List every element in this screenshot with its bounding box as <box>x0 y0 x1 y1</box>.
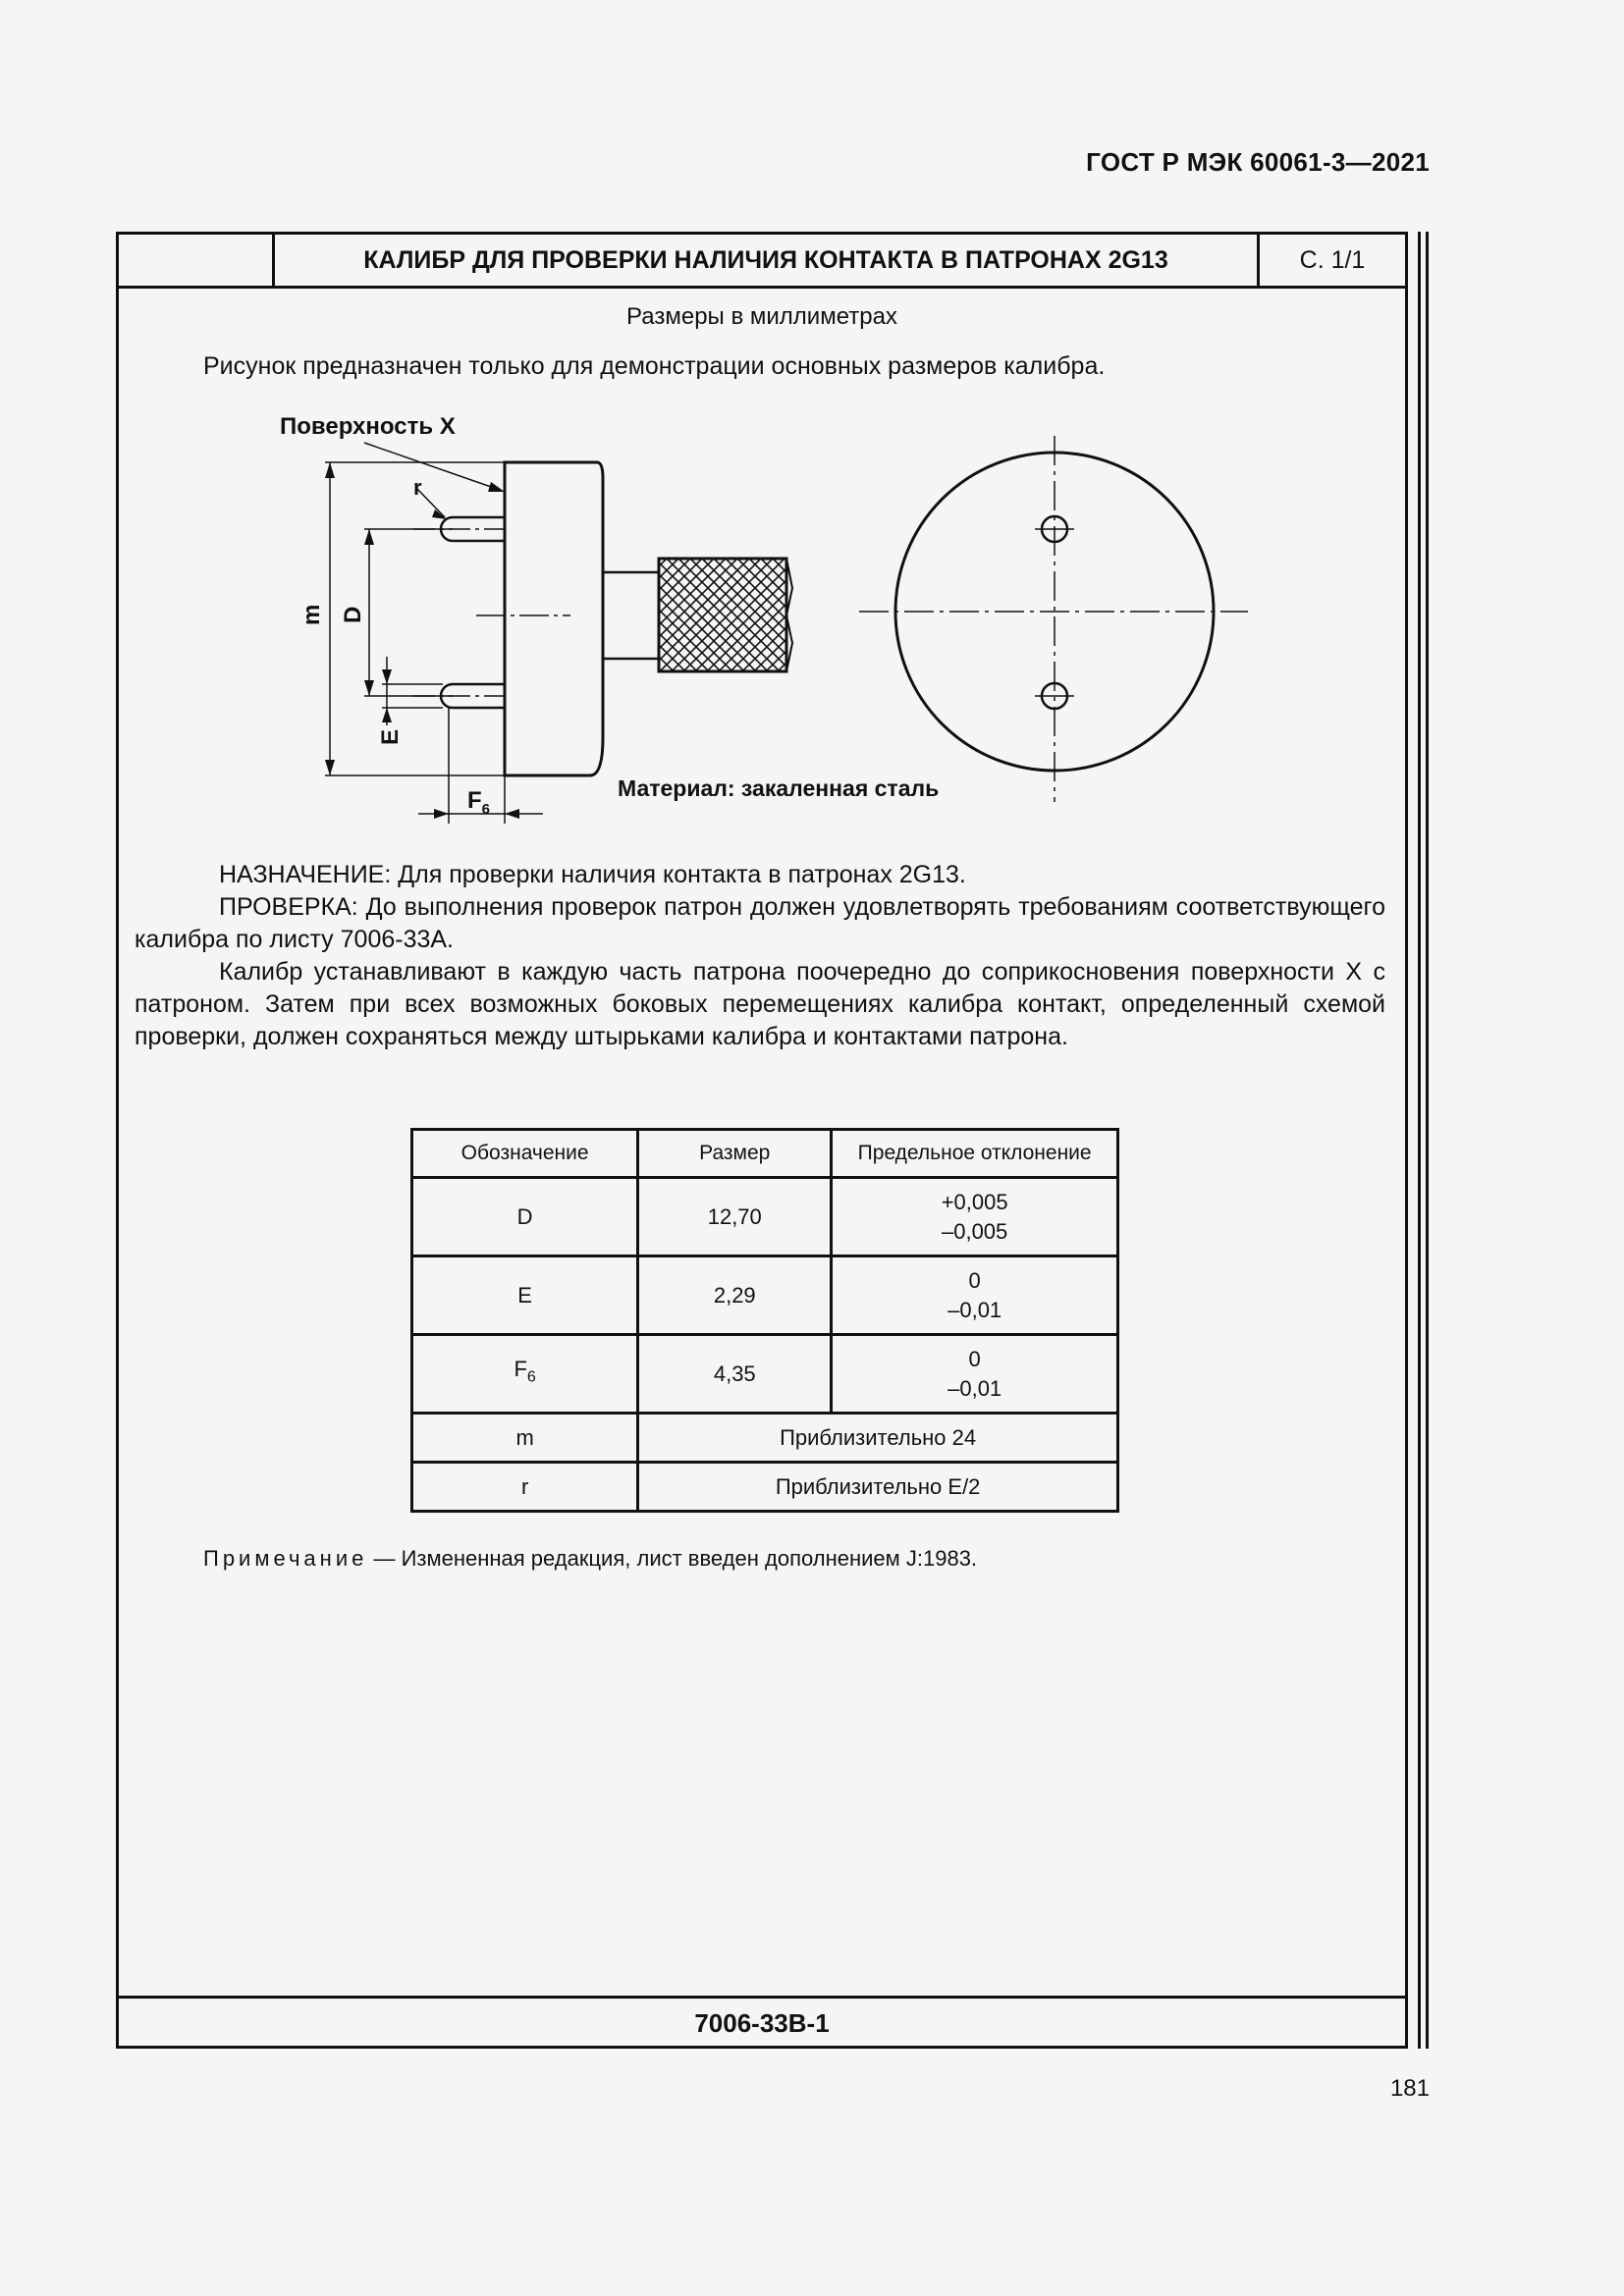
table-row <box>412 1256 1118 1335</box>
designation-cell: E <box>412 1256 638 1335</box>
description-text <box>135 859 1385 1053</box>
dim-D-label: D <box>340 606 366 623</box>
frame-side-line <box>1426 232 1429 2049</box>
table-row <box>412 1335 1118 1414</box>
size-span-cell: Приблизительно 24 <box>638 1414 1118 1463</box>
note-text: — Измененная редакция, лист введен дополнением J:1983. <box>367 1546 978 1571</box>
note <box>203 1546 977 1572</box>
frame-side-line <box>1418 232 1421 2049</box>
standard-code: ГОСТ Р МЭК 60061-3—2021 <box>1086 147 1430 177</box>
material-label: Материал: закаленная сталь <box>618 775 940 801</box>
column-header: Обозначение <box>412 1130 638 1178</box>
designation-cell: D <box>412 1178 638 1256</box>
sheet-code: 7006-33В-1 <box>694 2007 830 2038</box>
table-row <box>412 1178 1118 1256</box>
units-note: Размеры в миллиметрах <box>626 303 897 330</box>
check-paragraph: ПРОВЕРКА: До выполнения проверок патрон должен удовлетворять требованиям соответствующего калибра по листу 7006-33А. <box>135 893 1385 953</box>
size-cell: 2,29 <box>638 1256 832 1335</box>
designation-cell: $F_6$ <box>412 1335 638 1414</box>
page-number: 181 <box>1389 2075 1430 2102</box>
size-cell: 4,35 <box>638 1335 832 1414</box>
table-header-row <box>412 1130 1118 1178</box>
note-label: Примечание <box>203 1546 368 1571</box>
size-cell: 12,70 <box>638 1178 832 1256</box>
table-row <box>412 1414 1118 1463</box>
designation-cell: m <box>412 1414 638 1463</box>
deviation-cell: 0 –0,01 <box>832 1335 1118 1414</box>
procedure-paragraph: Калибр устанавливают в каждую часть патрона поочередно до соприкосновения поверхности X с патроном. Затем при всех возможных боковых перемещениях калибра контакт, определенный схемой проверки, должен сохраняться между штырьками калибра и контактами патрона. <box>135 958 1385 1050</box>
sheet-title: КАЛИБР ДЛЯ ПРОВЕРКИ НАЛИЧИЯ КОНТАКТА В ПАТРОНАХ 2G13 <box>275 235 1260 286</box>
deviation-cell: 0 –0,01 <box>832 1256 1118 1335</box>
gauge-drawing <box>119 235 1405 824</box>
column-header: Размер <box>638 1130 832 1178</box>
purpose-paragraph: НАЗНАЧЕНИЕ: Для проверки наличия контакта в патронах 2G13. <box>219 861 966 888</box>
dim-r-label: r <box>413 475 422 500</box>
dim-m-label: m <box>298 604 325 625</box>
demo-note: Рисунок предназначен только для демонстрации основных размеров калибра. <box>203 352 1106 380</box>
deviation-cell: +0,005 –0,005 <box>832 1178 1118 1256</box>
table-row <box>412 1463 1118 1512</box>
size-span-cell: Приблизительно E/2 <box>638 1463 1118 1512</box>
designation-cell: r <box>412 1463 638 1512</box>
dim-F6-label: $F_6$ <box>467 787 491 818</box>
column-header: Предельное отклонение <box>832 1130 1118 1178</box>
sheet-frame <box>116 232 1408 2049</box>
dim-E-label: E <box>377 728 404 745</box>
sheet-page: С. 1/1 <box>1299 245 1366 274</box>
surface-x-label: Поверхность X <box>280 413 456 440</box>
dimensions-table <box>410 1128 1119 1513</box>
